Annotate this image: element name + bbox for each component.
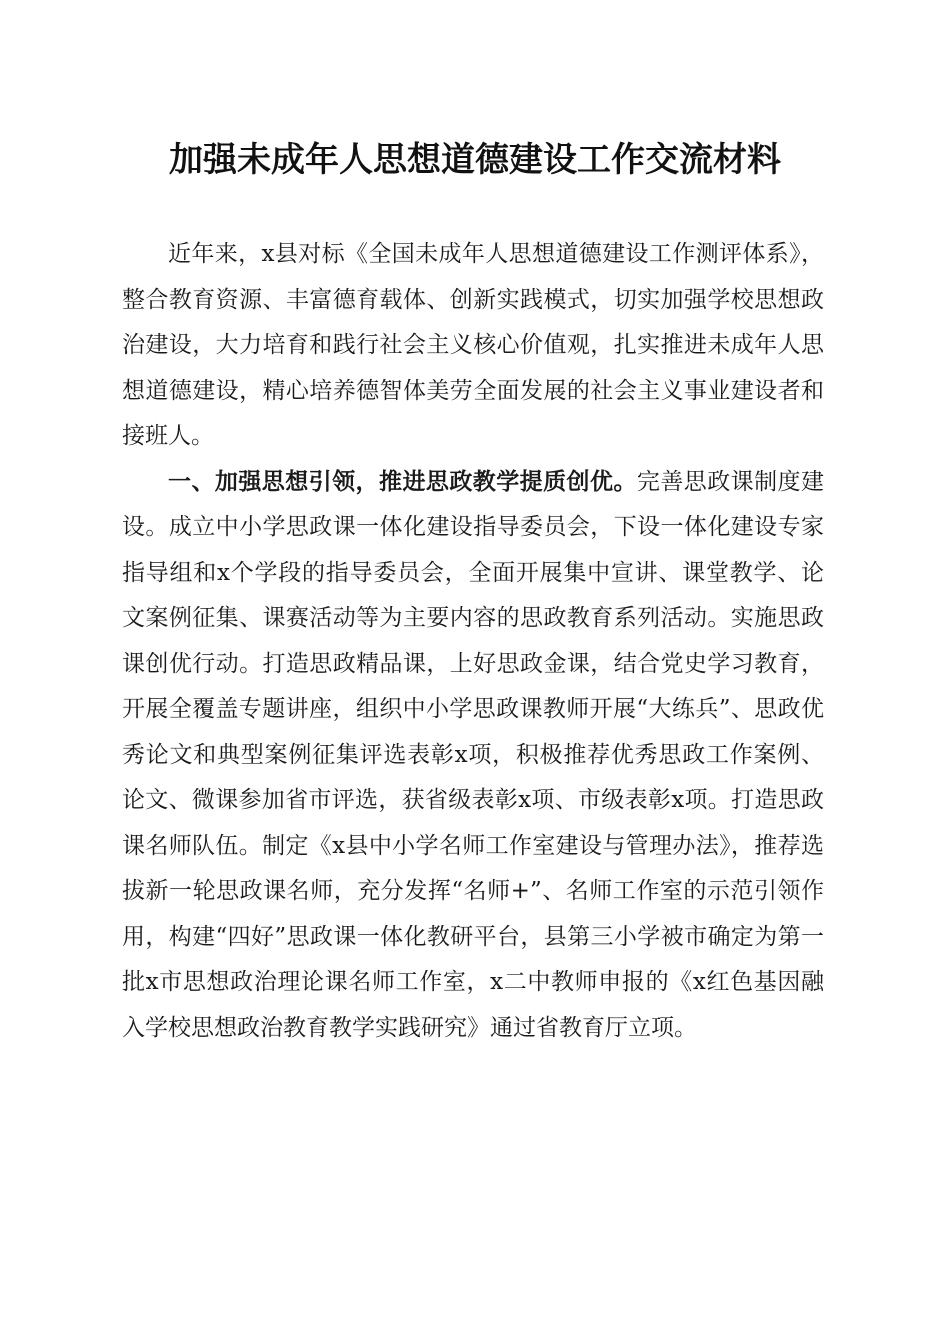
intro-paragraph-text: 近年来，x县对标《全国未成年人思想道德建设工作测评体系》，整合教育资源、丰富德育载体、创新实践模式，切实加强学校思想政治建设，大力培育和践行社会主义核心价值观，扎实推进未成年人思想道德建设，精心培养德智体美劳全面发展的社会主义事业建设者和接班人。 <box>122 241 824 449</box>
intro-paragraph <box>122 232 824 460</box>
section-one-paragraph <box>122 460 824 1052</box>
document-body <box>122 232 824 1051</box>
section-one-text: 完善思政课制度建设。成立中小学思政课一体化建设指导委员会，下设一体化建设专家指导组和x个学段的指导委员会，全面开展集中宣讲、课堂教学、论文案例征集、课赛活动等为主要内容的思政教育系列活动。实施思政课创优行动。打造思政精品课，上好思政金课，结合党史学习教育，开展全覆盖专题讲座，组织中小学思政课教师开展“大练兵”、思政优秀论文和典型案例征集评选表彰x项，积极推荐优秀思政工作案例、论文、微课参加省市评选，获省级表彰x项、市级表彰x项。打造思政课名师队伍。制定《x县中小学名师工作室建设与管理办法》，推荐选拔新一轮思政课名师，充分发挥“名师+”、名师工作室的示范引领作用，构建“四好”思政课一体化教研平台，县第三小学被市确定为第一批x市思想政治理论课名师工作室，x二中教师申报的《x红色基因融入学校思想政治教育教学实践研究》通过省教育厅立项。 <box>122 468 825 1041</box>
section-one-heading: 一、加强思想引领，推进思政教学提质创优。 <box>168 468 637 495</box>
document-title: 加强未成年人思想道德建设工作交流材料 <box>169 140 781 180</box>
